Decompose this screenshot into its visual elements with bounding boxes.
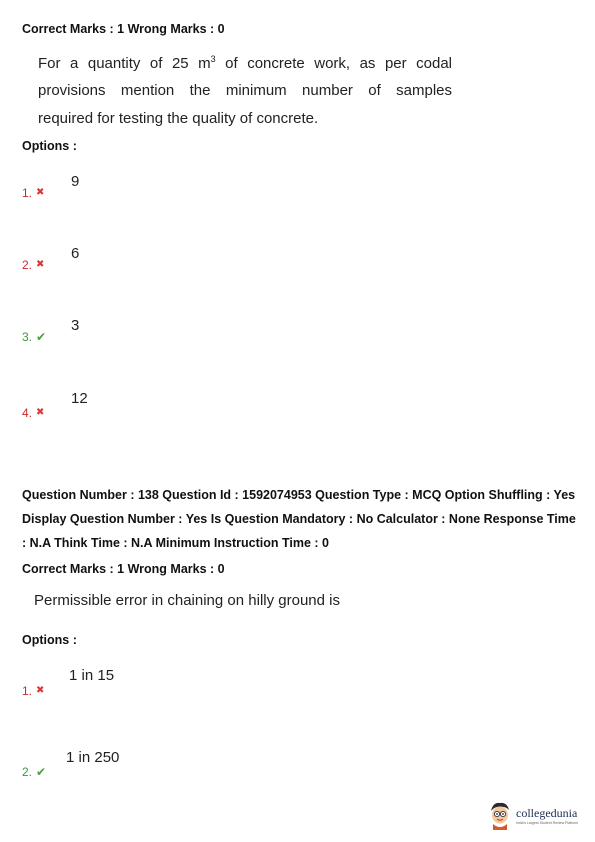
q1-option-2-number: 2. ✖ [22,258,45,272]
q2-option-1-number: 1. ✖ [22,684,45,698]
q1-option-3-number: 3. ✔ [22,330,47,344]
q2-option-2-value: 1 in 250 [66,749,120,766]
collegedunia-logo [487,800,578,830]
q2-meta-line1: Question Number : 138 Question Id : 1592074953 Question Type : MCQ Option Shuffling : Yes [22,488,576,502]
q2-options-label: Options : [22,633,77,647]
q1-option-1-number: 1. ✖ [22,186,45,200]
cross-icon: ✖ [36,685,45,696]
cross-icon: ✖ [36,259,45,270]
q2-option-2-number: 2. ✔ [22,765,47,779]
q1-question-line3: required for testing the quality of concrete. [38,110,319,127]
q1-option-4-value: 12 [71,390,88,407]
q2-meta-line3: : N.A Think Time : N.A Minimum Instruction Time : 0 [22,536,329,550]
q1-option-2-value: 6 [71,245,80,262]
q2-meta-line2: Display Question Number : Yes Is Question Mandatory : No Calculator : None Response Time [22,512,576,526]
logo-name: collegedunia [516,805,578,820]
q1-question-line2: provisions mention the minimum number of samples [38,82,452,99]
q1-options-label: Options : [22,139,77,153]
q1-option-1-value: 9 [71,173,80,190]
check-icon: ✔ [36,765,47,779]
q1-option-4-number: 4. ✖ [22,406,45,420]
q1-question-line1: For a quantity of 25 $m^3$ of concrete work, as per codal [38,54,453,72]
cross-icon: ✖ [36,187,45,198]
logo-tagline: India's Largest Student Review Platform [516,820,579,825]
q2-marks: Correct Marks : 1 Wrong Marks : 0 [22,562,225,576]
check-icon: ✔ [36,330,47,344]
q2-option-1-value: 1 in 15 [69,667,115,684]
cross-icon: ✖ [36,407,45,418]
q2-question-text: Permissible error in chaining on hilly ground is [34,592,340,609]
q1-option-3-value: 3 [71,317,80,334]
q1-marks: Correct Marks : 1 Wrong Marks : 0 [22,22,225,36]
mascot-icon [487,800,513,830]
